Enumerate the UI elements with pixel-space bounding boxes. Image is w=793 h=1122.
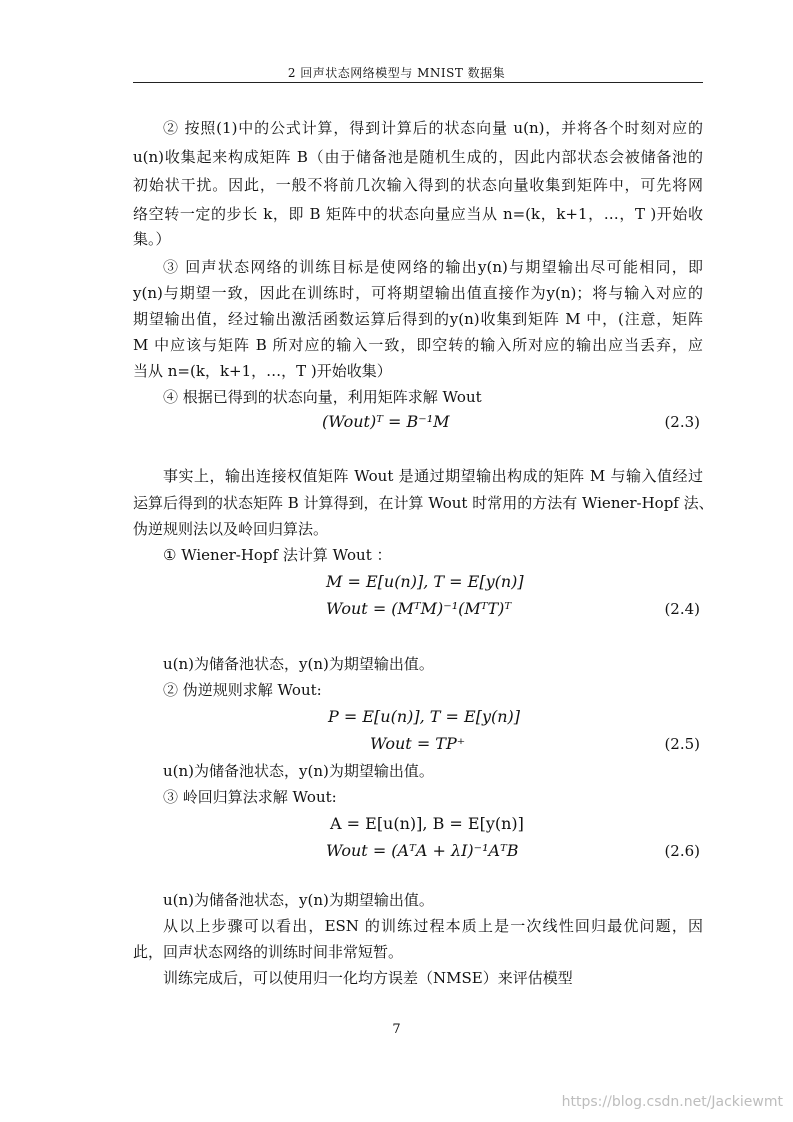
- equation-number-2-6: (2.6): [664, 842, 700, 860]
- para-step3-line5: 当从 n=(k，k+1，…，T )开始收集）: [133, 362, 392, 380]
- para-summary-line1: 从以上步骤可以看出，ESN 的训练过程本质上是一次线性回归最优问题，因: [163, 917, 703, 935]
- method1-note: u(n)为储备池状态，y(n)为期望输出值。: [163, 655, 434, 673]
- para-fact-line2: 运算后得到的状态矩阵 B 计算得到，在计算 Wout 时常用的方法有 Wiener-Hopf 法、: [133, 494, 714, 512]
- equation-2-4-a: M = E[u(n)], T = E[y(n)]: [326, 572, 524, 591]
- header-rule: [133, 82, 703, 83]
- para-fact-line3: 伪逆规则法以及岭回归算法。: [133, 520, 329, 538]
- para-nmse: 训练完成后，可以使用归一化均方误差（NMSE）来评估模型: [163, 969, 573, 987]
- para-step2-line2: u(n)收集起来构成矩阵 B（由于储备池是随机生成的，因此内部状态会被储备池的: [133, 148, 703, 166]
- equation-2-5-b: Wout = TP⁺: [370, 734, 466, 753]
- watermark: https://blog.csdn.net/Jackiewmt: [561, 1094, 783, 1110]
- para-step2-line4: 络空转一定的步长 k，即 B 矩阵中的状态向量应当从 n=(k，k+1，…，T )开始收: [133, 205, 703, 223]
- para-summary-line2: 此，回声状态网络的训练时间非常短暂。: [133, 943, 404, 961]
- method3-title: ③ 岭回归算法求解 Wout:: [163, 788, 337, 806]
- equation-number-2-3: (2.3): [664, 413, 700, 431]
- para-step3-line2: y(n)与期望一致，因此在训练时，可将期望输出值直接作为y(n)；将与输入对应的: [133, 284, 703, 302]
- equation-2-5-a: P = E[u(n)], T = E[y(n)]: [328, 707, 521, 726]
- running-head: 2 回声状态网络模型与 MNIST 数据集: [287, 66, 506, 80]
- page-number: 7: [392, 1022, 401, 1037]
- para-step3-line1: ③ 回声状态网络的训练目标是使网络的输出y(n)与期望输出尽可能相同，即: [163, 258, 703, 276]
- equation-2-4-b: Wout = (MᵀM)⁻¹(MᵀT)ᵀ: [326, 599, 512, 618]
- para-step3-line4: M 中应该与矩阵 B 所对应的输入一致，即空转的输入所对应的输出应当丢弃，应: [133, 336, 703, 354]
- para-fact-line1: 事实上，输出连接权值矩阵 Wout 是通过期望输出构成的矩阵 M 与输入值经过: [163, 467, 703, 485]
- equation-number-2-4: (2.4): [664, 600, 700, 618]
- para-step2-line1: ② 按照(1)中的公式计算，得到计算后的状态向量 u(n)，并将各个时刻对应的: [163, 119, 703, 137]
- para-step2-line3: 初始状干扰。因此，一般不将前几次输入得到的状态向量收集到矩阵中，可先将网: [133, 176, 703, 194]
- step4-title: ④ 根据已得到的状态向量，利用矩阵求解 Wout: [163, 388, 482, 406]
- method2-note: u(n)为储备池状态，y(n)为期望输出值。: [163, 762, 434, 780]
- equation-2-3: (Wout)ᵀ = B⁻¹M: [322, 412, 450, 431]
- method3-note: u(n)为储备池状态，y(n)为期望输出值。: [163, 891, 434, 909]
- equation-2-6-b: Wout = (AᵀA + λI)⁻¹AᵀB: [326, 841, 519, 860]
- equation-2-6-a: A = E[u(n)], B = E[y(n)]: [330, 814, 524, 833]
- method2-title: ② 伪逆规则求解 Wout:: [163, 681, 322, 699]
- para-step3-line3: 期望输出值，经过输出激活函数运算后得到的y(n)收集到矩阵 M 中，(注意，矩阵: [133, 310, 703, 328]
- equation-number-2-5: (2.5): [664, 735, 700, 753]
- para-step2-line5: 集。）: [133, 230, 171, 248]
- method1-title: ① Wiener-Hopf 法计算 Wout ：: [163, 546, 392, 564]
